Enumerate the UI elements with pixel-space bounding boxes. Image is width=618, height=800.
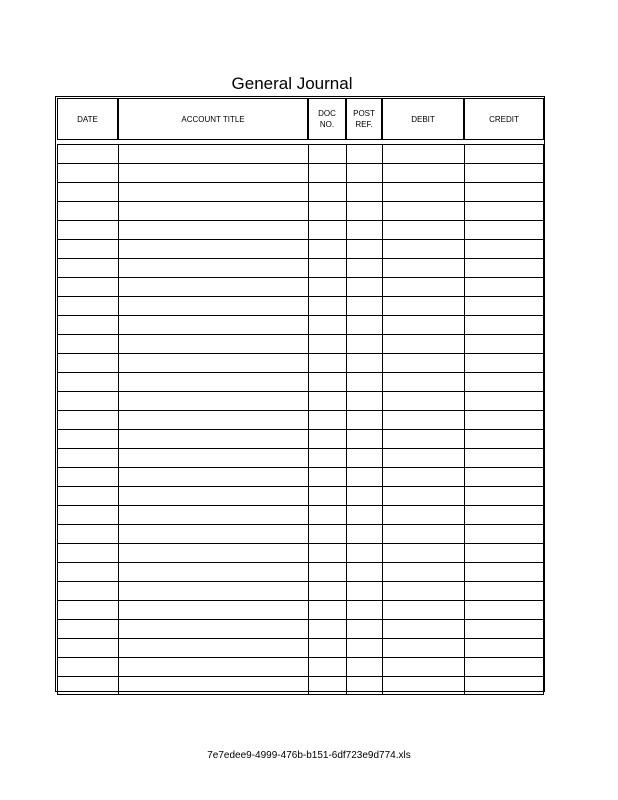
cell-post-ref[interactable] — [346, 163, 382, 182]
table-header — [56, 97, 544, 142]
cell-doc-no[interactable] — [308, 619, 346, 638]
cell-account-title[interactable] — [118, 315, 308, 334]
table-row — [56, 657, 544, 676]
cell-account-title[interactable] — [118, 353, 308, 372]
cell-date[interactable] — [57, 657, 118, 676]
cell-doc-no[interactable] — [308, 334, 346, 353]
cell-credit[interactable] — [464, 239, 544, 258]
table-row — [56, 163, 544, 182]
cell-doc-no[interactable] — [308, 144, 346, 163]
cell-doc-no[interactable] — [308, 676, 346, 695]
cell-debit[interactable] — [382, 676, 464, 695]
cell-account-title[interactable] — [118, 448, 308, 467]
cell-credit[interactable] — [464, 391, 544, 410]
cell-date[interactable] — [57, 201, 118, 220]
cell-debit[interactable] — [382, 391, 464, 410]
cell-credit[interactable] — [464, 505, 544, 524]
cell-doc-no[interactable] — [308, 486, 346, 505]
cell-doc-no[interactable] — [308, 543, 346, 562]
cell-debit[interactable] — [382, 657, 464, 676]
cell-account-title[interactable] — [118, 638, 308, 657]
cell-post-ref[interactable] — [346, 562, 382, 581]
cell-credit[interactable] — [464, 467, 544, 486]
cell-date[interactable] — [57, 163, 118, 182]
cell-debit[interactable] — [382, 220, 464, 239]
cell-credit[interactable] — [464, 657, 544, 676]
cell-post-ref[interactable] — [346, 296, 382, 315]
cell-credit[interactable] — [464, 220, 544, 239]
cell-account-title[interactable] — [118, 296, 308, 315]
cell-doc-no[interactable] — [308, 581, 346, 600]
cell-date[interactable] — [57, 334, 118, 353]
cell-debit[interactable] — [382, 600, 464, 619]
table-row — [56, 524, 544, 543]
cell-date[interactable] — [57, 619, 118, 638]
table-row — [56, 429, 544, 448]
cell-account-title[interactable] — [118, 524, 308, 543]
cell-doc-no[interactable] — [308, 220, 346, 239]
table-row — [56, 467, 544, 486]
cell-post-ref[interactable] — [346, 391, 382, 410]
cell-post-ref[interactable] — [346, 277, 382, 296]
column-header-debit: DEBIT — [382, 98, 464, 140]
cell-post-ref[interactable] — [346, 676, 382, 695]
cell-post-ref[interactable] — [346, 334, 382, 353]
cell-date[interactable] — [57, 391, 118, 410]
table-row — [56, 182, 544, 201]
cell-account-title[interactable] — [118, 277, 308, 296]
table-row — [56, 277, 544, 296]
table-row — [56, 581, 544, 600]
cell-account-title[interactable] — [118, 486, 308, 505]
cell-post-ref[interactable] — [346, 429, 382, 448]
cell-post-ref[interactable] — [346, 144, 382, 163]
cell-post-ref[interactable] — [346, 315, 382, 334]
table-row — [56, 258, 544, 277]
cell-post-ref[interactable] — [346, 353, 382, 372]
cell-debit[interactable] — [382, 182, 464, 201]
cell-date[interactable] — [57, 410, 118, 429]
table-row — [56, 619, 544, 638]
cell-date[interactable] — [57, 429, 118, 448]
table-row — [56, 410, 544, 429]
cell-date[interactable] — [57, 239, 118, 258]
table-row — [56, 638, 544, 657]
column-header-doc-no: DOC NO. — [308, 98, 346, 140]
cell-credit[interactable] — [464, 562, 544, 581]
cell-date[interactable] — [57, 296, 118, 315]
cell-debit[interactable] — [382, 467, 464, 486]
cell-date[interactable] — [57, 543, 118, 562]
table-row — [56, 220, 544, 239]
cell-account-title[interactable] — [118, 182, 308, 201]
cell-debit[interactable] — [382, 410, 464, 429]
cell-account-title[interactable] — [118, 391, 308, 410]
cell-post-ref[interactable] — [346, 619, 382, 638]
cell-account-title[interactable] — [118, 220, 308, 239]
cell-account-title[interactable] — [118, 581, 308, 600]
cell-doc-no[interactable] — [308, 239, 346, 258]
cell-credit[interactable] — [464, 296, 544, 315]
cell-credit[interactable] — [464, 524, 544, 543]
table-row — [56, 676, 544, 695]
cell-credit[interactable] — [464, 581, 544, 600]
cell-account-title[interactable] — [118, 657, 308, 676]
cell-post-ref[interactable] — [346, 600, 382, 619]
cell-account-title[interactable] — [118, 258, 308, 277]
cell-debit[interactable] — [382, 163, 464, 182]
cell-debit[interactable] — [382, 543, 464, 562]
cell-account-title[interactable] — [118, 600, 308, 619]
cell-credit[interactable] — [464, 600, 544, 619]
cell-debit[interactable] — [382, 638, 464, 657]
cell-post-ref[interactable] — [346, 201, 382, 220]
cell-post-ref[interactable] — [346, 220, 382, 239]
cell-date[interactable] — [57, 562, 118, 581]
cell-doc-no[interactable] — [308, 600, 346, 619]
cell-debit[interactable] — [382, 619, 464, 638]
cell-date[interactable] — [57, 144, 118, 163]
cell-doc-no[interactable] — [308, 277, 346, 296]
cell-post-ref[interactable] — [346, 467, 382, 486]
cell-debit[interactable] — [382, 201, 464, 220]
cell-doc-no[interactable] — [308, 410, 346, 429]
cell-date[interactable] — [57, 277, 118, 296]
cell-account-title[interactable] — [118, 372, 308, 391]
cell-debit[interactable] — [382, 277, 464, 296]
cell-account-title[interactable] — [118, 543, 308, 562]
table-row — [56, 334, 544, 353]
cell-post-ref[interactable] — [346, 372, 382, 391]
cell-credit[interactable] — [464, 315, 544, 334]
cell-post-ref[interactable] — [346, 638, 382, 657]
table-row — [56, 201, 544, 220]
cell-credit[interactable] — [464, 486, 544, 505]
cell-date[interactable] — [57, 486, 118, 505]
cell-post-ref[interactable] — [346, 657, 382, 676]
cell-doc-no[interactable] — [308, 448, 346, 467]
cell-doc-no[interactable] — [308, 562, 346, 581]
cell-account-title[interactable] — [118, 619, 308, 638]
cell-doc-no[interactable] — [308, 258, 346, 277]
cell-doc-no[interactable] — [308, 163, 346, 182]
table-row — [56, 296, 544, 315]
cell-debit[interactable] — [382, 562, 464, 581]
cell-credit[interactable] — [464, 410, 544, 429]
table-row — [56, 562, 544, 581]
cell-post-ref[interactable] — [346, 448, 382, 467]
cell-debit[interactable] — [382, 524, 464, 543]
table-row — [56, 486, 544, 505]
table-row — [56, 144, 544, 163]
cell-doc-no[interactable] — [308, 524, 346, 543]
cell-doc-no[interactable] — [308, 372, 346, 391]
cell-credit[interactable] — [464, 277, 544, 296]
cell-doc-no[interactable] — [308, 182, 346, 201]
cell-date[interactable] — [57, 467, 118, 486]
cell-date[interactable] — [57, 581, 118, 600]
cell-doc-no[interactable] — [308, 353, 346, 372]
cell-debit[interactable] — [382, 334, 464, 353]
cell-debit[interactable] — [382, 144, 464, 163]
cell-doc-no[interactable] — [308, 315, 346, 334]
cell-doc-no[interactable] — [308, 657, 346, 676]
cell-date[interactable] — [57, 638, 118, 657]
cell-credit[interactable] — [464, 372, 544, 391]
cell-date[interactable] — [57, 220, 118, 239]
cell-credit[interactable] — [464, 676, 544, 695]
cell-credit[interactable] — [464, 448, 544, 467]
cell-post-ref[interactable] — [346, 182, 382, 201]
cell-date[interactable] — [57, 182, 118, 201]
cell-account-title[interactable] — [118, 201, 308, 220]
cell-account-title[interactable] — [118, 676, 308, 695]
cell-date[interactable] — [57, 505, 118, 524]
column-header-account-title: ACCOUNT TITLE — [118, 98, 308, 140]
cell-account-title[interactable] — [118, 144, 308, 163]
cell-post-ref[interactable] — [346, 505, 382, 524]
table-row — [56, 391, 544, 410]
cell-doc-no[interactable] — [308, 638, 346, 657]
cell-credit[interactable] — [464, 334, 544, 353]
cell-debit[interactable] — [382, 486, 464, 505]
cell-post-ref[interactable] — [346, 486, 382, 505]
cell-date[interactable] — [57, 448, 118, 467]
table-row — [56, 543, 544, 562]
cell-doc-no[interactable] — [308, 391, 346, 410]
cell-credit[interactable] — [464, 182, 544, 201]
table-row — [56, 448, 544, 467]
cell-account-title[interactable] — [118, 163, 308, 182]
cell-credit[interactable] — [464, 543, 544, 562]
cell-credit[interactable] — [464, 638, 544, 657]
page-title: General Journal — [231, 74, 353, 93]
cell-debit[interactable] — [382, 296, 464, 315]
cell-doc-no[interactable] — [308, 296, 346, 315]
cell-doc-no[interactable] — [308, 429, 346, 448]
cell-credit[interactable] — [464, 429, 544, 448]
cell-credit[interactable] — [464, 353, 544, 372]
cell-date[interactable] — [57, 258, 118, 277]
table-row — [56, 239, 544, 258]
cell-account-title[interactable] — [118, 239, 308, 258]
table-row — [56, 353, 544, 372]
journal-table — [55, 96, 545, 692]
cell-debit[interactable] — [382, 581, 464, 600]
cell-credit[interactable] — [464, 201, 544, 220]
cell-debit[interactable] — [382, 315, 464, 334]
cell-credit[interactable] — [464, 163, 544, 182]
cell-debit[interactable] — [382, 505, 464, 524]
cell-post-ref[interactable] — [346, 239, 382, 258]
cell-doc-no[interactable] — [308, 505, 346, 524]
table-row — [56, 315, 544, 334]
cell-debit[interactable] — [382, 429, 464, 448]
cell-account-title[interactable] — [118, 334, 308, 353]
cell-date[interactable] — [57, 315, 118, 334]
cell-doc-no[interactable] — [308, 201, 346, 220]
cell-date[interactable] — [57, 372, 118, 391]
cell-account-title[interactable] — [118, 410, 308, 429]
cell-credit[interactable] — [464, 144, 544, 163]
column-header-date: DATE — [57, 98, 118, 140]
cell-post-ref[interactable] — [346, 543, 382, 562]
cell-credit[interactable] — [464, 258, 544, 277]
cell-date[interactable] — [57, 600, 118, 619]
cell-debit[interactable] — [382, 448, 464, 467]
cell-date[interactable] — [57, 353, 118, 372]
cell-debit[interactable] — [382, 239, 464, 258]
cell-date[interactable] — [57, 676, 118, 695]
cell-debit[interactable] — [382, 372, 464, 391]
table-row — [56, 505, 544, 524]
cell-account-title[interactable] — [118, 429, 308, 448]
table-row — [56, 372, 544, 391]
column-header-post-ref: POST REF. — [346, 98, 382, 140]
cell-post-ref[interactable] — [346, 581, 382, 600]
cell-account-title[interactable] — [118, 505, 308, 524]
cell-credit[interactable] — [464, 619, 544, 638]
cell-post-ref[interactable] — [346, 524, 382, 543]
cell-date[interactable] — [57, 524, 118, 543]
table-row — [56, 600, 544, 619]
cell-debit[interactable] — [382, 258, 464, 277]
cell-account-title[interactable] — [118, 562, 308, 581]
column-header-credit: CREDIT — [464, 98, 544, 140]
cell-post-ref[interactable] — [346, 410, 382, 429]
file-name-footer: 7e7edee9-4999-476b-b151-6df723e9d774.xls — [207, 750, 411, 761]
cell-debit[interactable] — [382, 353, 464, 372]
cell-account-title[interactable] — [118, 467, 308, 486]
cell-post-ref[interactable] — [346, 258, 382, 277]
cell-doc-no[interactable] — [308, 467, 346, 486]
